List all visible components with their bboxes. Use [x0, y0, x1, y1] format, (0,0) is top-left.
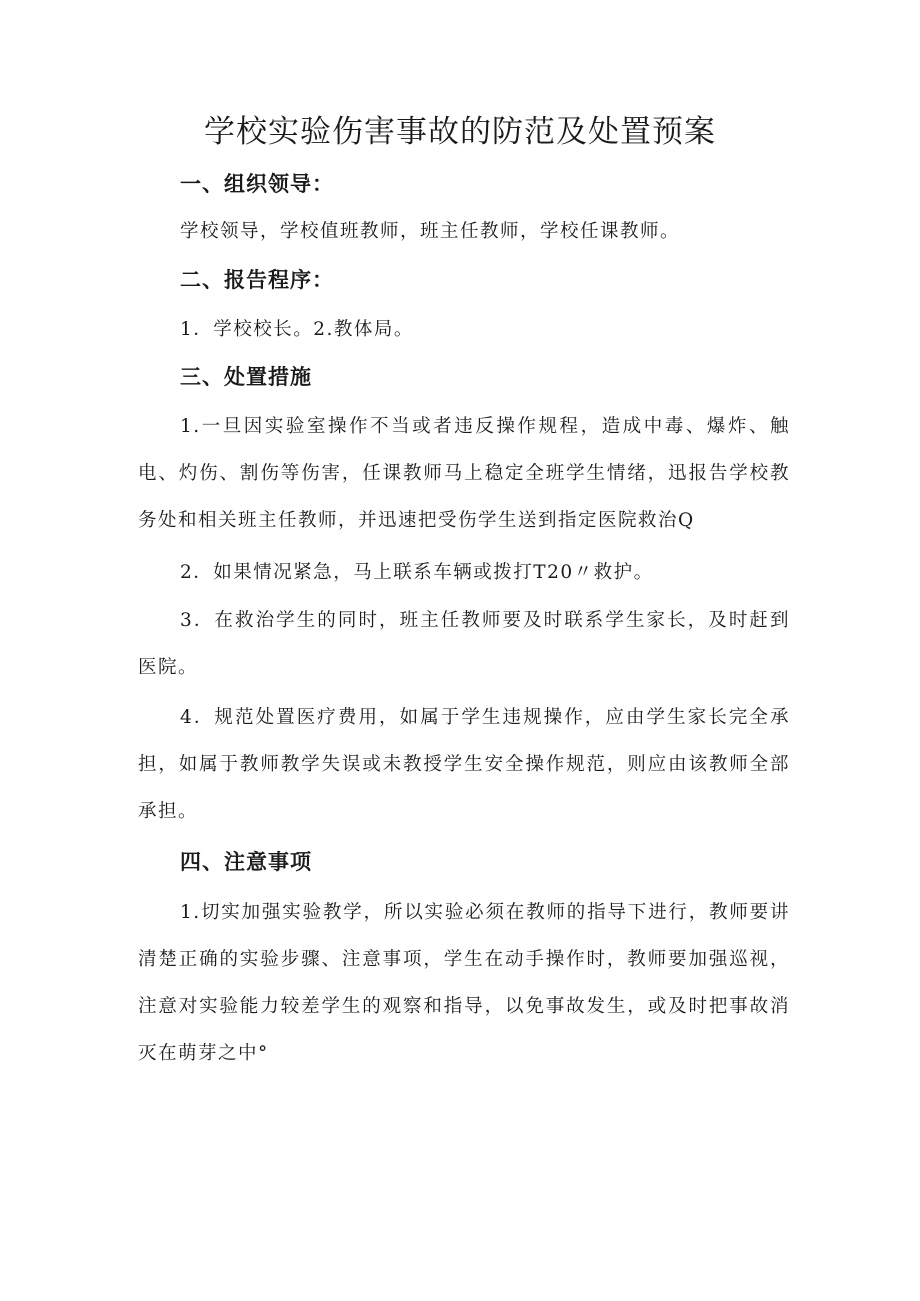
document-title: 学校实验伤害事故的防范及处置预案: [204, 114, 716, 150]
measures-paragraph-2: 2．如果情况紧急，马上联系车辆或拨打T20〃救护。: [180, 562, 654, 583]
measures-paragraph-1: 1.一旦因实验室操作不当或者违反操作规程，造成中毒、爆炸、触电、灼伤、割伤等伤害，任课教师马上稳定全班学生情绪，迅报告学校教务处和相关班主任教师，并迅速把受伤学生送到指定医院救治Q: [138, 416, 790, 531]
section-heading-precautions: 四、注意事项: [180, 850, 312, 874]
measures-paragraph-4: 4．规范处置医疗费用，如属于学生违规操作，应由学生家长完全承担，如属于教师教学失误或未教授学生安全操作规范，则应由该教师全部承担。: [138, 707, 790, 822]
section-heading-measures: 三、处置措施: [180, 365, 312, 389]
section-heading-organization: 一、组织领导：: [180, 172, 334, 196]
section-reporting-paragraph: 1．学校校长。2.教体局。: [180, 319, 414, 340]
section-organization-paragraph: 学校领导，学校值班教师，班主任教师，学校任课教师。: [180, 221, 681, 242]
section-heading-reporting: 二、报告程序：: [180, 268, 334, 292]
precautions-paragraph-1: 1.切实加强实验教学，所以实验必须在教师的指导下进行，教师要讲清楚正确的实验步骤、注意事项，学生在动手操作时，教师要加强巡视，注意对实验能力较差学生的观察和指导，以免事故发生，或及时把事故消灭在萌芽之中°: [138, 902, 790, 1064]
measures-paragraph-3: 3．在救治学生的同时，班主任教师要及时联系学生家长，及时赶到医院。: [138, 610, 790, 678]
